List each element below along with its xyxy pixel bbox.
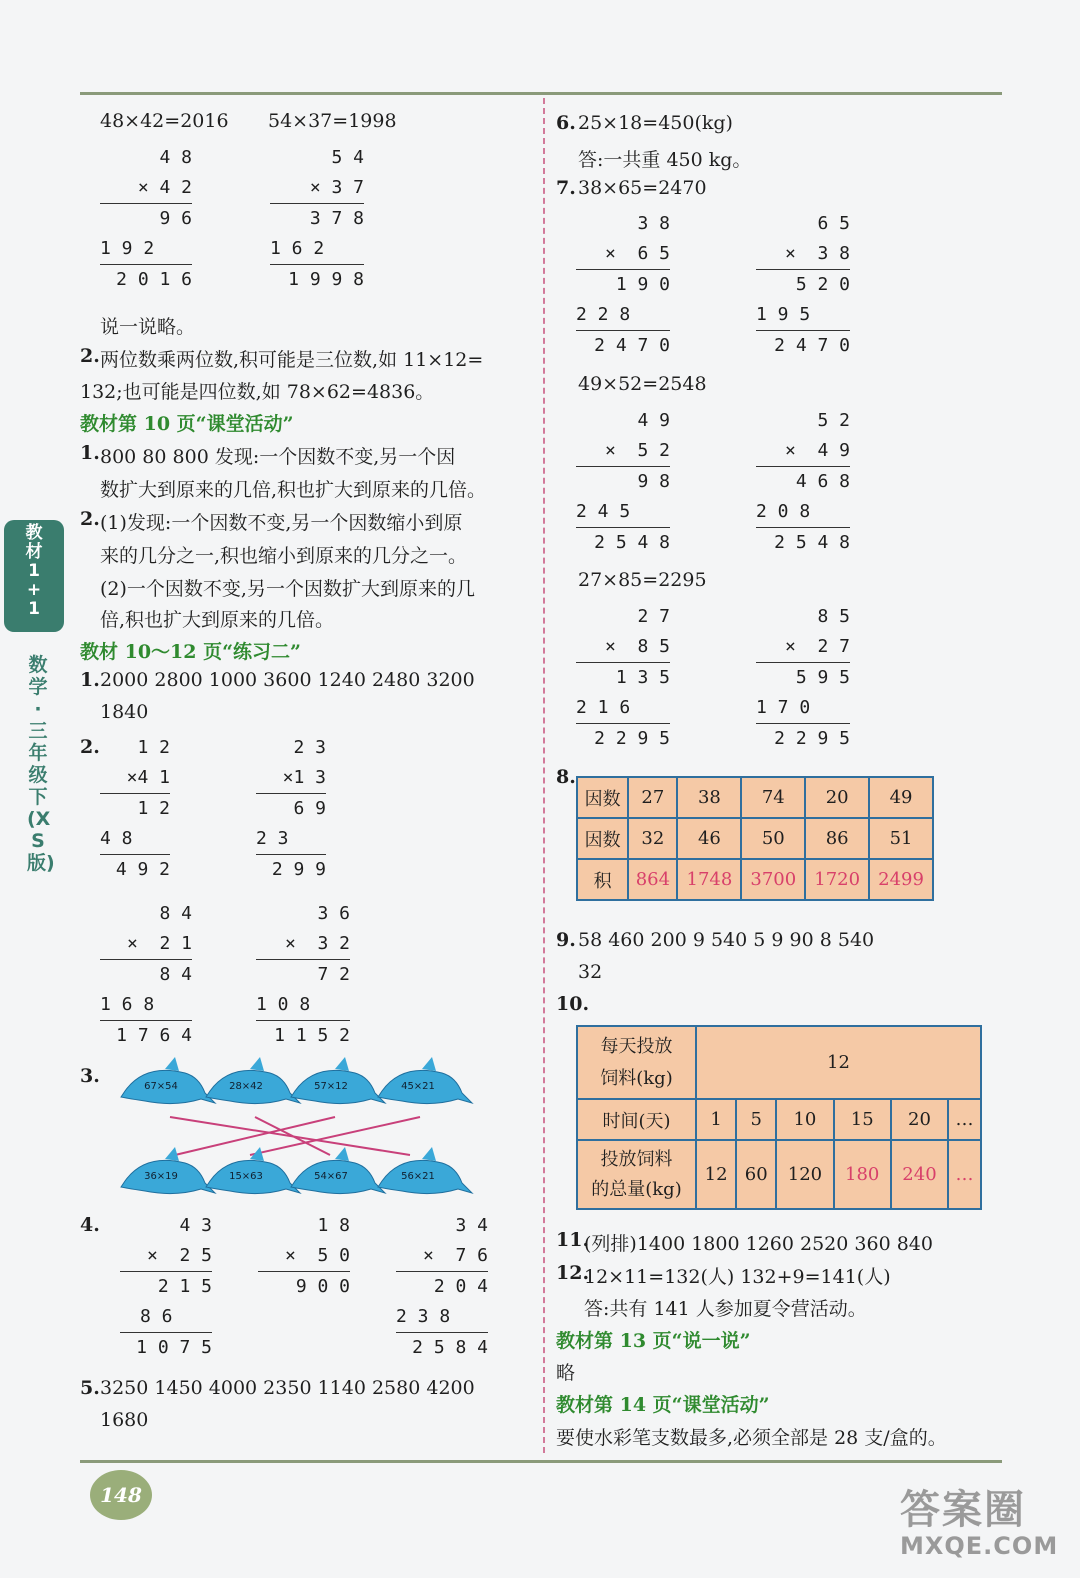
column-divider: [543, 98, 545, 1453]
vertical-calc-23x13: [256, 733, 326, 885]
table-cell: 20: [805, 777, 869, 818]
r7-eq1: 38×65=2470: [578, 177, 707, 199]
calc-row: 6 9: [293, 798, 326, 819]
table-cell-answer: 864: [628, 859, 677, 900]
r12-line1: 12×11=132(人) 132+9=141(人): [584, 1266, 891, 1288]
r7-number: 7.: [556, 177, 576, 199]
calc-row: 1 3 5: [615, 667, 670, 688]
calc-row: 5 4: [320, 147, 364, 168]
calc-row: 5 9 5: [795, 667, 850, 688]
calc-row: 3 8: [637, 213, 670, 234]
side-tab: [4, 520, 64, 632]
calc-row: 1 9 2: [100, 234, 192, 265]
page-number: 148: [90, 1470, 152, 1520]
dolphin: [121, 1057, 215, 1104]
table-header-line: 的总量(kg): [591, 1178, 682, 1200]
calc-row: 1 9 0: [615, 274, 670, 295]
calc-row: 1 6 8: [100, 990, 192, 1021]
dolphin: [378, 1147, 472, 1194]
table-cell: 10: [776, 1099, 833, 1140]
vertical-calc-34x76: [396, 1211, 488, 1363]
activity-answer: 要使水彩笔支数最多,必须全部是 28 支/盒的。: [556, 1427, 947, 1449]
factor-product-table: [576, 776, 934, 901]
dolphin-fin: [335, 1057, 349, 1071]
table-cell-answer: 180: [834, 1140, 891, 1209]
vertical-calc-48x42: [100, 143, 192, 295]
table-header: [577, 1026, 696, 1099]
calc-row: × 3 7: [270, 173, 364, 204]
table-cell: 15: [834, 1099, 891, 1140]
a2-line2: 来的几分之一,积也缩小到原来的几分之一。: [100, 545, 468, 567]
match-line: [170, 1117, 410, 1155]
e3-number: 3.: [80, 1065, 100, 1087]
table-cell-answer: 3700: [741, 859, 805, 900]
r7-eq3: 27×85=2295: [578, 569, 707, 591]
vertical-calc-18x50: [258, 1211, 350, 1302]
calc-row: 2 0 4: [433, 1276, 488, 1297]
calc-row: 2 3 8: [396, 1302, 488, 1333]
calc-row: 2 9 9: [271, 859, 326, 880]
vertical-calc-65x38: [756, 209, 850, 361]
calc-row: 4 8: [148, 147, 192, 168]
r7-eq2: 49×52=2548: [578, 373, 707, 395]
side-subject: [20, 654, 56, 874]
feed-table: [576, 1025, 982, 1210]
calc-row: 2 4 7 0: [774, 335, 850, 356]
bottom-rule: [80, 1460, 1002, 1463]
a2-line1: (1)发现:一个因数不变,另一个因数缩小到原: [100, 512, 463, 534]
note-say: 说一说略。: [100, 316, 196, 338]
calc-row: 1 1 5 2: [274, 1025, 350, 1046]
calc-row: 8 5: [817, 606, 850, 627]
calc-row: 1 7 6 4: [116, 1025, 192, 1046]
eq-54x37: 54×37=1998: [268, 110, 397, 132]
dolphins-top-row: [121, 1057, 472, 1104]
calc-row: 2 1 6: [576, 693, 670, 724]
dolphin-label: 15×63: [229, 1171, 263, 1182]
dolphin-matching: [110, 1055, 500, 1205]
dolphin-label: 54×67: [314, 1171, 348, 1182]
calc-row: × 3 2: [256, 929, 350, 960]
q2-number: 2.: [80, 345, 100, 367]
calc-row: ×1 3: [256, 763, 326, 794]
table-cell: 50: [741, 818, 805, 859]
r9-number: 9.: [556, 929, 576, 951]
e1-line2: 1840: [100, 701, 149, 723]
dolphin: [121, 1147, 215, 1194]
e4-number: 4.: [80, 1214, 100, 1236]
match-line: [175, 1117, 335, 1155]
dolphin-label: 56×21: [401, 1171, 435, 1182]
calc-row: × 5 0: [258, 1241, 350, 1272]
e2-number: 2.: [80, 736, 100, 758]
table-header-line: 饲料(kg): [600, 1067, 673, 1089]
dolphin-fin: [165, 1057, 179, 1071]
eq-48x42: 48×42=2016: [100, 110, 229, 132]
heading-say-p13: 教材第 13 页“说一说”: [556, 1330, 751, 1352]
calc-row: 5 2: [817, 410, 850, 431]
calc-row: × 6 5: [576, 239, 670, 270]
table-cell: 20: [891, 1099, 948, 1140]
calc-row: 9 0 0: [295, 1276, 350, 1297]
table-cell: 49: [869, 777, 933, 818]
vertical-calc-27x85: [576, 602, 670, 754]
dolphin-label: 28×42: [229, 1081, 263, 1092]
calc-row: 1 2: [137, 737, 170, 758]
calc-row: 1 7 0: [756, 693, 850, 724]
table-cell: 60: [736, 1140, 776, 1209]
table-cell: 86: [805, 818, 869, 859]
calc-row: 4 6 8: [795, 471, 850, 492]
heading-exercise-2: 教材 10～12 页“练习二”: [80, 641, 301, 663]
a2-line3: (2)一个因数不变,另一个因数扩大到原来的几: [100, 578, 475, 600]
calc-row: 1 9 5: [756, 300, 850, 331]
dolphin: [378, 1057, 472, 1104]
calc-row: 9 6: [137, 208, 192, 229]
dolphin-fin: [422, 1147, 436, 1161]
table-cell-answer: 1748: [677, 859, 741, 900]
calc-row: ×4 1: [100, 763, 170, 794]
table-row: [577, 1099, 981, 1140]
table-cell: 74: [741, 777, 805, 818]
calc-row: 3 6: [317, 903, 350, 924]
dolphin: [206, 1057, 300, 1104]
dolphin-label: 36×19: [144, 1171, 178, 1182]
heading-classroom-activity-p14: 教材第 14 页“课堂活动”: [556, 1394, 770, 1416]
r6-number: 6.: [556, 112, 576, 134]
calc-row: × 4 2: [100, 173, 192, 204]
table-cell: 12: [696, 1140, 736, 1209]
calc-row: × 2 1: [100, 929, 192, 960]
calc-row: 8 4: [159, 964, 192, 985]
vertical-calc-43x25: [120, 1211, 212, 1363]
calc-row: 9 8: [637, 471, 670, 492]
e1-line1: 2000 2800 1000 3600 1240 2480 3200: [100, 669, 475, 691]
say-answer: 略: [556, 1362, 576, 1384]
calc-row: 4 3: [179, 1215, 212, 1236]
table-cell: 32: [628, 818, 677, 859]
table-cell: 38: [677, 777, 741, 818]
calc-row: 6 5: [817, 213, 850, 234]
dolphins-bottom-row: [121, 1147, 472, 1194]
vertical-calc-54x37: [270, 143, 364, 295]
r9-line2: 32: [578, 961, 603, 983]
table-cell-answer: 2499: [869, 859, 933, 900]
calc-row: 4 9 2: [115, 859, 170, 880]
calc-row: 2 3: [293, 737, 326, 758]
a1-line1: 800 80 800 发现:一个因数不变,另一个因: [100, 446, 456, 468]
a1-line2: 数扩大到原来的几倍,积也扩大到原来的几倍。: [100, 479, 487, 501]
table-row: [577, 818, 933, 859]
a2-line4: 倍,积也扩大到原来的几倍。: [100, 609, 335, 631]
r6-line2: 答:一共重 450 kg。: [578, 149, 752, 171]
calc-row: × 2 7: [756, 632, 850, 663]
q2-line2: 132;也可能是四位数,如 78×62=4836。: [80, 381, 435, 403]
e5-line1: 3250 1450 4000 2350 1140 2580 4200: [100, 1377, 475, 1399]
dolphin: [291, 1147, 385, 1194]
vertical-calc-36x32: [256, 899, 350, 1051]
table-cell: 51: [869, 818, 933, 859]
watermark-logo: [900, 1487, 1058, 1559]
a1-number: 1.: [80, 442, 100, 464]
vertical-calc-49x52: [576, 406, 670, 558]
q2-line1: 两位数乘两位数,积可能是三位数,如 11×12=: [100, 349, 484, 371]
calc-row: 2 0 8: [756, 497, 850, 528]
calc-row: × 8 5: [576, 632, 670, 663]
calc-row: × 7 6: [396, 1241, 488, 1272]
r12-line2: 答:共有 141 人参加夏令营活动。: [584, 1298, 867, 1320]
calc-row: 8 4: [159, 903, 192, 924]
r11-number: 11.: [556, 1229, 590, 1251]
vertical-calc-52x49: [756, 406, 850, 558]
table-cell: 27: [628, 777, 677, 818]
heading-classroom-activity-p10: 教材第 10 页“课堂活动”: [80, 413, 294, 435]
r11-line1: (列排)1400 1800 1260 2520 360 840: [584, 1233, 933, 1255]
r6-line1: 25×18=450(kg): [578, 112, 733, 134]
table-cell: 120: [776, 1140, 833, 1209]
table-cell: 12: [696, 1026, 981, 1099]
calc-row: 2 7: [637, 606, 670, 627]
table-header: 因数: [577, 818, 628, 859]
calc-row: 2 4 7 0: [594, 335, 670, 356]
calc-row: 2 3: [256, 824, 326, 855]
watermark-url: MXQE.COM: [900, 1532, 1059, 1560]
table-row: [577, 777, 933, 818]
calc-row: 2 4 5: [576, 497, 670, 528]
calc-row: 2 5 8 4: [412, 1337, 488, 1358]
dolphin-label: 45×21: [401, 1081, 435, 1092]
table-cell-answer: 1720: [805, 859, 869, 900]
r9-line1: 58 460 200 9 540 5 9 90 8 540: [578, 929, 875, 951]
table-header: 因数: [577, 777, 628, 818]
e1-number: 1.: [80, 669, 100, 691]
table-row: [577, 859, 933, 900]
calc-row: 8 6: [120, 1302, 212, 1333]
calc-row: × 5 2: [576, 436, 670, 467]
r12-number: 12.: [556, 1262, 590, 1284]
a2-number: 2.: [80, 508, 100, 530]
dolphin-fin: [335, 1147, 349, 1161]
calc-row: 7 2: [317, 964, 350, 985]
calc-row: 1 0 7 5: [136, 1337, 212, 1358]
vertical-calc-38x65: [576, 209, 670, 361]
calc-row: 3 7 8: [288, 208, 364, 229]
calc-row: 2 0 1 6: [116, 269, 192, 290]
dolphin-label: 67×54: [144, 1081, 178, 1092]
calc-row: × 4 9: [756, 436, 850, 467]
calc-row: 2 5 4 8: [774, 532, 850, 553]
r10-number: 10.: [556, 993, 590, 1015]
calc-row: 2 5 4 8: [594, 532, 670, 553]
dolphin: [291, 1057, 385, 1104]
table-header: 积: [577, 859, 628, 900]
calc-row: × 3 8: [756, 239, 850, 270]
dolphin-fin: [250, 1057, 264, 1071]
match-line: [255, 1117, 330, 1155]
calc-row: 4 9: [637, 410, 670, 431]
calc-row: 2 2 9 5: [594, 728, 670, 749]
table-cell: 46: [677, 818, 741, 859]
dolphin-label: 57×12: [314, 1081, 348, 1092]
match-line: [250, 1117, 420, 1155]
table-header: [577, 1140, 696, 1209]
calc-row: 1 0 8: [256, 990, 350, 1021]
table-header-line: 投放饲料: [600, 1148, 673, 1170]
vertical-calc-85x27: [756, 602, 850, 754]
table-cell-answer: 240: [891, 1140, 948, 1209]
vertical-calc-84x21: [100, 899, 192, 1051]
calc-row: 1 2: [137, 798, 170, 819]
calc-row: 4 8: [100, 824, 170, 855]
table-cell: 5: [736, 1099, 776, 1140]
calc-row: 5 2 0: [795, 274, 850, 295]
table-row: [577, 1140, 981, 1209]
table-cell-answer: …: [948, 1140, 981, 1209]
calc-row: 2 1 5: [157, 1276, 212, 1297]
e5-number: 5.: [80, 1377, 100, 1399]
table-cell: …: [948, 1099, 981, 1140]
vertical-calc-12x41: [100, 733, 170, 885]
table-cell: 1: [696, 1099, 736, 1140]
calc-row: 2 2 9 5: [774, 728, 850, 749]
calc-row: 1 9 9 8: [288, 269, 364, 290]
top-rule: [80, 92, 1002, 95]
calc-row: 3 4: [455, 1215, 488, 1236]
calc-row: 2 2 8: [576, 300, 670, 331]
calc-row: × 2 5: [120, 1241, 212, 1272]
side-subject-label: 数学·三年级下(XS版): [27, 654, 55, 874]
dolphin-fin: [422, 1057, 436, 1071]
calc-row: 1 6 2: [270, 234, 364, 265]
table-header-line: 每天投放: [600, 1035, 673, 1057]
calc-row: 1 8: [317, 1215, 350, 1236]
r8-number: 8.: [556, 766, 576, 788]
table-row: [577, 1026, 981, 1099]
watermark-title: 答案圈: [900, 1487, 1026, 1533]
table-header: 时间(天): [577, 1099, 696, 1140]
e5-line2: 1680: [100, 1409, 149, 1431]
dolphin-fin: [165, 1147, 179, 1161]
side-tab-label: 教材1+1: [25, 523, 43, 619]
